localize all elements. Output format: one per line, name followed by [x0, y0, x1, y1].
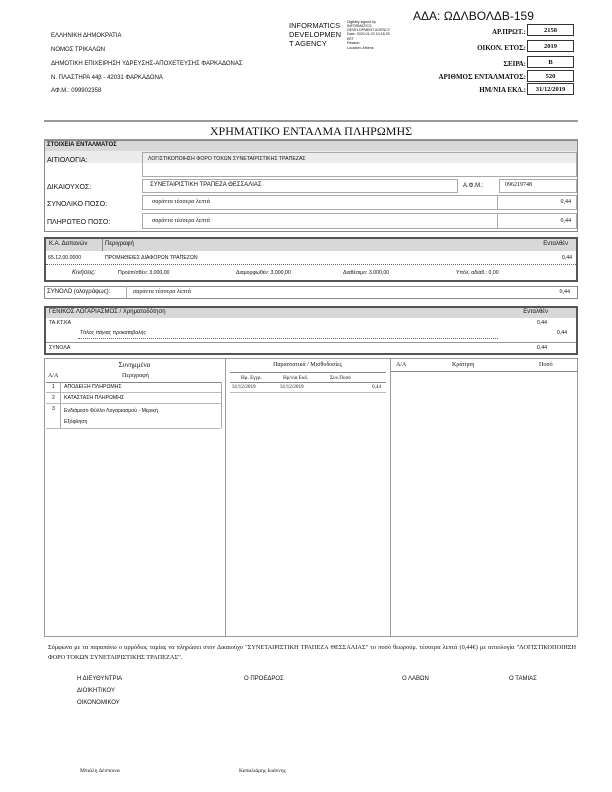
sig-line-6: Reason:: [347, 41, 361, 45]
sign-diefthyntria-2: ΔΙΟΙΚΗΤΙΚΟΥ: [77, 688, 115, 694]
attachment-aa: 3: [52, 406, 55, 412]
synolo-words: σαράντα τέσσερα λεπτά: [133, 289, 191, 295]
afm-value: 096219748: [505, 182, 532, 188]
paro-header: Παραστατικά / Μισθοδοσίες: [273, 362, 342, 368]
synolo-olografos-row: [44, 286, 578, 299]
kinisis-diamorf: Διαμορφωθέν: 3.000,00: [236, 270, 291, 276]
attachment-rule: [46, 428, 221, 429]
meta-value-hmnia: 31/12/2019: [527, 83, 574, 95]
sign-proedros: Ο ΠΡΟΕΔΡΟΣ: [244, 676, 284, 682]
genikos-row2-label: Τίτλος πάγιας προκαταβολής: [80, 330, 147, 336]
header-line-1: ΕΛΛΗΝΙΚΗ ΔΗΜΟΚΡΑΤΙΑ: [51, 33, 122, 39]
attachment-aa: 1: [52, 384, 55, 390]
genikos-col-entalthen: Ενταλθέν: [523, 309, 548, 315]
genikos-row1-value: 0,44: [536, 320, 547, 326]
sig-line-5: EET: [347, 37, 354, 41]
meta-label-arithmos: ΑΡΙΘΜΟΣ ΕΝΤΑΛΜΑΤΟΣ:: [438, 73, 526, 81]
paro-header-rule: [230, 372, 386, 373]
synim-col-perigrafi: Περιγραφή: [122, 373, 149, 379]
sign-diefthyntria-1: Η ΔΙΕΥΘΥΝΤΡΙΑ: [77, 676, 123, 682]
dapanes-row-value: 0,44: [561, 255, 572, 261]
meta-value-arprot: 2158: [527, 24, 574, 36]
genikos-row2-value: 0,44: [556, 330, 567, 336]
col-entalthen-header: Ενταλθέν: [543, 241, 568, 247]
synolo-divider: [126, 286, 127, 299]
paro-cell-hmek: 31/12/2019: [280, 384, 304, 390]
afm-label: Α.Φ.Μ.:: [463, 183, 484, 189]
genikos-synola-rule: [46, 342, 576, 343]
genikos-synola-value: 0,44: [536, 345, 547, 351]
kr-col-kratisi: Κράτηση: [452, 362, 475, 368]
genikos-row2-dots: [78, 338, 498, 339]
synoliko-value: 0,44: [560, 199, 571, 205]
sign-lavon: Ο ΛΑΒΩΝ: [402, 676, 429, 682]
attachment-rule: [46, 403, 221, 404]
genikos-row1-label: ΤΑ.ΚΤ.ΚΑ: [49, 320, 72, 326]
pliroteo-divider: [497, 213, 498, 229]
kinisis-label: Κινήσεις:: [72, 270, 96, 276]
sign-name-left: Μπιάλη Δέσποινα: [80, 768, 120, 774]
logo-line-3: T AGENCY: [289, 39, 327, 48]
aitiologia-value: ΛΟΓΙΣΤΙΚΟΠΟΙΗΣΗ ΦΟΡΟ ΤΟΚΩΝ ΣΥΝΕΤΑΙΡΙΣΤΙΚΗΣ ΤΡΑΠΕΖΑΣ: [148, 156, 306, 162]
meta-label-arprot: ΑΡ.ΠΡΩΤ.:: [491, 28, 526, 36]
attachment-aa: 2: [52, 395, 55, 401]
synoliko-divider: [497, 195, 498, 210]
kr-col-poso: Ποσό: [539, 362, 553, 368]
attachment-text: ΚΑΤΑΣΤΑΣΗ ΠΛΗΡΩΜΗΣ: [64, 395, 125, 401]
paro-cell-synposo: 0,44: [372, 384, 382, 390]
genikos-header: ΓΕΝΙΚΟΣ ΛΟΓΑΡΙΑΣΜΟΣ / Χρηματοδότηση: [49, 309, 166, 315]
meta-value-seira: Β: [527, 56, 574, 68]
sig-line-7: Location: Athens: [347, 46, 374, 50]
header-line-5: ΑΦ.Μ.: 099902358: [51, 88, 102, 94]
attachment-rule: [46, 392, 221, 393]
synim-right-border: [221, 382, 222, 428]
attachment-text: Ενδιάμεσο Φύλλο Λογαριασμού - Μερική Εξόφληση: [64, 408, 158, 425]
bottom-divider-1: [225, 358, 226, 637]
pliroteo-value: 0,44: [560, 218, 571, 224]
logo-line-1: INFORMATICS: [289, 21, 341, 30]
genikos-synola-label: ΣΥΝΟΛΑ: [49, 345, 71, 351]
sig-line-3: DEVELOPMENT AGENCY: [347, 28, 391, 32]
dikaiouxos-label: ΔΙΚΑΙΟΥΧΟΣ:: [47, 184, 92, 191]
synolo-value: 0,44: [559, 289, 570, 295]
kinisis-ypol: Υπόλ. αδιάθ.: 0,00: [456, 270, 499, 276]
synoliko-label: ΣΥΝΟΛΙΚΟ ΠΟΣΟ:: [47, 201, 108, 208]
meta-label-seira: ΣΕΙΡΑ:: [503, 60, 526, 68]
header-line-4: Ν. ΠΛΑΣΤΗΡΑ 44β - 42031 ΦΑΡΚΑΔΟΝΑ: [51, 75, 163, 81]
section-stoixeia-header: ΣΤΟΙΧΕΙΑ ΕΝΤΑΛΜΑΤΟΣ: [47, 142, 117, 148]
paro-cell-imeras: 31/12/2019: [232, 384, 256, 390]
meta-value-etos: 2019: [527, 40, 574, 52]
logo-line-2: DEVELOPMEN: [289, 30, 342, 39]
meta-value-arithmos: 520: [527, 70, 574, 82]
synoliko-words: σαράντα τέσσερα λεπτά: [152, 199, 210, 205]
section-stoixeia-header-band: [45, 141, 577, 151]
synim-header-rule: [46, 382, 221, 383]
aitiologia-label: ΑΙΤΙΟΛΟΓΙΑ:: [47, 157, 88, 164]
title-rule-top: [44, 120, 578, 122]
synolo-label: ΣΥΝΟΛΟ (ολογράφως):: [47, 289, 111, 295]
ada-code: ΑΔΑ: ΩΔΛΒΟΛΔΒ-159: [413, 9, 534, 23]
col-ka-header: Κ.Α. Δαπανών: [49, 241, 88, 247]
paro-row-rule: [230, 392, 386, 393]
dikaiouxos-value: ΣΥΝΕΤΑΙΡΙΣΤΙΚΗ ΤΡΑΠΕΖΑ ΘΕΣΣΑΛΙΑΣ: [150, 182, 262, 188]
sign-tamias: Ο ΤΑΜΙΑΣ: [509, 676, 537, 682]
pliroteo-label: ΠΛΗΡΩΤΕΟ ΠΟΣΟ:: [47, 219, 111, 226]
header-line-3: ΔΗΜΟΤΙΚΗ ΕΠΙΧΕΙΡΗΣΗ ΥΔΡΕΥΣΗΣ-ΑΠΟΧΕΤΕΥΣΗΣ ΦΑΡΚΑΔΟΝΑΣ: [51, 61, 243, 67]
sig-line-1: Digitally signed by: [347, 20, 376, 24]
payment-instruction-text: Σύμφωνα με τα παραπάνω ο αρμόδιος ταμίας να πληρώσει στον Δικαιούχο "ΣΥΝΕΤΑΙΡΙΣΤΙΚΗ ΤΡΑΠΕΖΑ ΘΕΣΣΑΛΙΑΣ" το ποσό θεωρούμ. τέσσερα λεπτά (0,44€) με αιτιολογία "ΛΟΓΙΣΤΙΚΟΠΟΙΗΣΗ ΦΟΡΟ ΤΟΚΩΝ ΣΥΝΕΤΑΙΡΙΣΤΙΚΗΣ ΤΡΑΠΕΖΑΣ".: [48, 644, 576, 661]
header-line-2: ΝΟΜΟΣ ΤΡΙΚΑΛΩΝ: [51, 47, 106, 53]
paro-col-imeras: Ημ. Εγγρ.: [241, 375, 262, 381]
sign-diefthyntria-3: ΟΙΚΟΝΟΜΙΚΟΥ: [77, 700, 120, 706]
kinisis-proyp: Προϋπ/σθέν: 3.000,00: [118, 270, 170, 276]
paro-col-hmek: Ημ/νία Εκδ.: [283, 375, 309, 381]
sig-line-2: INFORMATICS: [347, 24, 372, 28]
meta-label-etos: ΟΙΚΟΝ. ΕΤΟΣ:: [477, 44, 526, 52]
dapanes-row-ka: 65.12.00.0000: [48, 255, 82, 261]
paro-col-synposo: Συν.Ποσό: [330, 375, 351, 381]
synim-aa-divider: [60, 382, 61, 428]
synim-col-aa: Α/Α: [48, 373, 59, 379]
pliroteo-words: σαράντα τέσσερα λεπτά: [152, 218, 210, 224]
col-desc-header: Περιγραφή: [105, 241, 134, 247]
attachment-text: ΑΠΟΔΕΙΞΗ ΠΛΗΡΩΜΗΣ: [64, 384, 122, 390]
meta-label-hmnia: ΗΜ/ΝΙΑ ΕΚΔ.:: [479, 86, 526, 94]
dapanes-row-desc: ΠΡΟΜΗΘΕΙΕΣ ΔΙΑΦΟΡΩΝ ΤΡΑΠΕΖΩΝ: [105, 255, 198, 261]
dapanes-header-divider: [102, 239, 103, 251]
dapanes-row-divider: [46, 264, 576, 265]
sig-line-4: Date: 2020.01.03 10:18:25: [347, 32, 390, 36]
sign-name-right: Καπαλιάρης Ιωάννης: [239, 768, 286, 774]
paro-col-rule: [230, 382, 386, 383]
synimmena-header: Συνημμένα: [118, 361, 151, 369]
kinisis-diathes: Διαθέσιμο: 3.000,00: [343, 270, 390, 276]
bottom-divider-2: [390, 358, 391, 637]
page-title: ΧΡΗΜΑΤΙΚΟ ΕΝΤΑΛΜΑ ΠΛΗΡΩΜΗΣ: [209, 124, 413, 138]
kr-header-rule: [391, 371, 577, 372]
kr-col-aa: Α/Α: [396, 362, 407, 368]
